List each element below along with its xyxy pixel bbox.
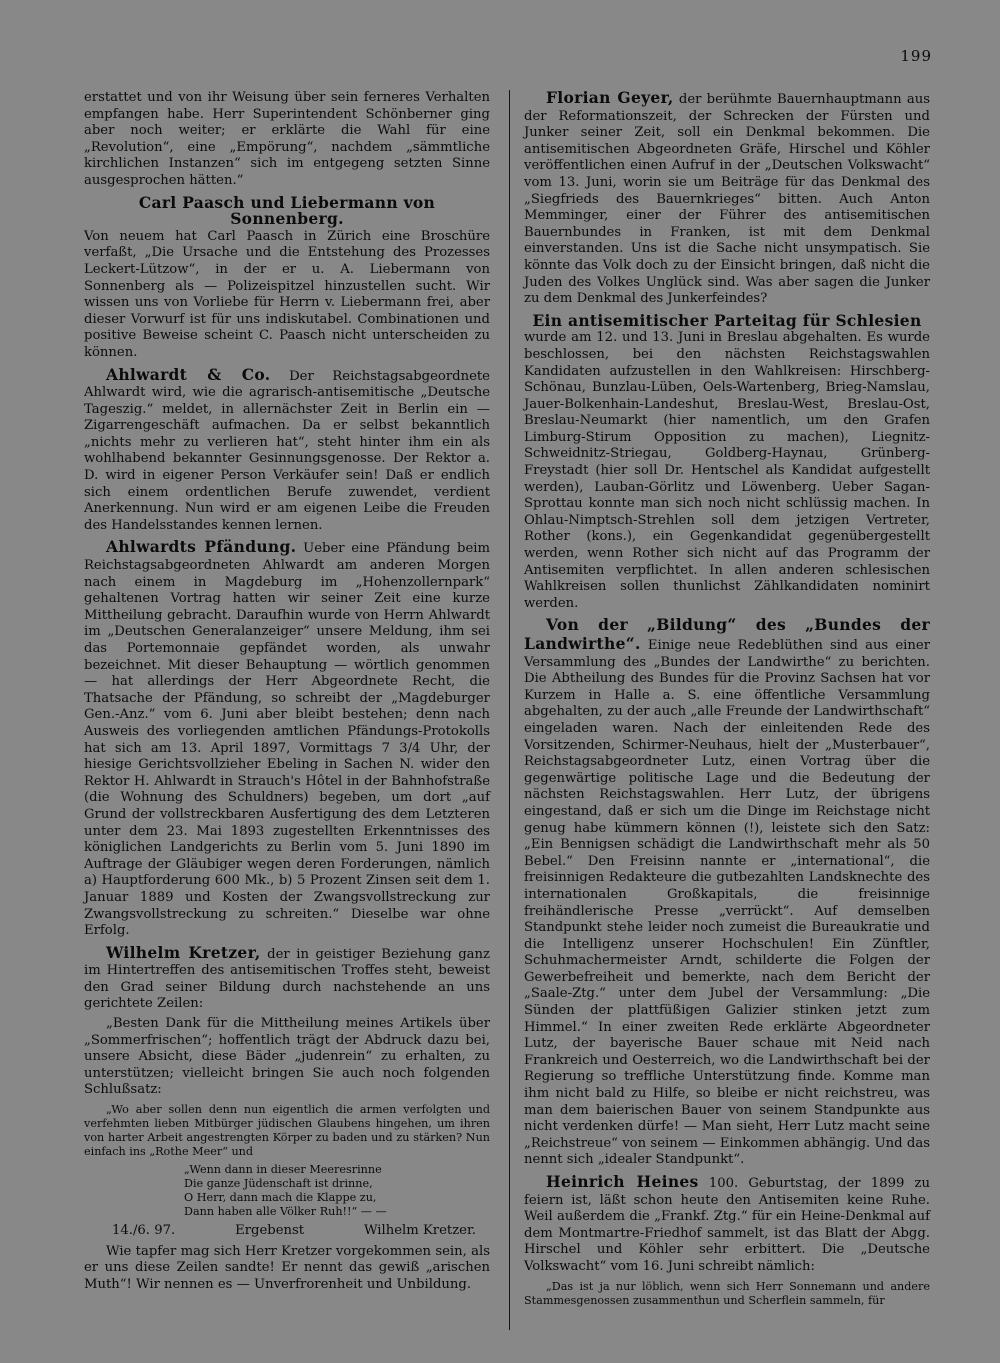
article-paasch [84, 192, 490, 362]
article-bildung [524, 617, 930, 1169]
right-column [524, 90, 930, 1312]
article-body: der berühmte Bauernhauptmann aus der Reformationszeit, der Schrecken der Fürsten und Junker seiner Zeit, soll ein Denkmal bekommen. Die antisemitischen Abgeordneten Gräfe, Hirschel und Köhler veröffentlichen einen Aufruf in der „Deutschen Volkswacht“ vom 13. Juni, worin sie um Beiträge für das Denkmal des „Siegfrieds des Bauernkrieges“ bitten. Auch Anton Memminger, einer der Führer des antisemitischen Bauernbundes in Franken, ist mit dem Denkmal einverstanden. Uns ist die Sache nicht unsympatisch. Sie könnte das Volk doch zu der Einsicht bringen, daß nicht die Juden des Volkes Unglück sind. Was aber sagen die Junker zu dem Denkmal des Junkerfeindes? [524, 92, 930, 307]
article-heading: Ahlwardts Pfändung. [106, 537, 297, 557]
intro-paragraph: erstattet und von ihr Weisung über sein ferneres Verhalten empfangen habe. Herr Superintendent Schönberner ging aber noch weiter; er erklärte die Wahl für eine „Revolution“, eine „Empörung“, nachdem „sämmtliche kirchlichen Instanzen“ sich im entgegeng setzten Sinne ausgesprochen hätten.“ [84, 90, 490, 188]
verse-line: „Wenn dann in dieser Meeresrinne [184, 1163, 382, 1177]
letter-signature [84, 1223, 490, 1240]
article-body: der in geistiger Beziehung ganz im Hintertreffen des antisemitischen Troffes steht, beweist den Grad seiner Bildung durch nachstehende an uns gerichtete Zeilen: [84, 946, 490, 1012]
left-column [84, 90, 490, 1296]
article-body: Von neuem hat Carl Paasch in Zürich eine Broschüre verfaßt, „Die Ursache und die Entstehung des Prozesses Leckert-Lützow“, in der er u. A. Liebermann von Sonnenberg als — Polizeispitzel hinzustellen sucht. Wir wissen uns von Vorliebe für Herrn v. Liebermann frei, aber dieser Vorwurf ist für uns indiskutabel. Combinationen und positive Beweise scheint C. Paasch nicht unterscheiden zu können. [84, 228, 490, 360]
article-heading: Wilhelm Kretzer, [106, 942, 261, 962]
article-heading: Von der „Bildung“ des „Bundes der Landwirthe“. [524, 615, 930, 653]
article-heading: Heinrich Heines [546, 1172, 699, 1191]
article-heading: Ein antisemitischer Parteitag für Schlesien [532, 310, 922, 330]
letter-quote: „Wo aber sollen denn nun eigentlich die armen verfolgten und verfehmten lieben Mitbürger jüdischen Glaubens hingehen, um ihren von harter Arbeit angestrengten Körper zu baden und zu stärken? Nun einfach ins „Rothe Meer“ und [84, 1103, 490, 1159]
page-number: 199 [900, 47, 932, 65]
article-heading: Carl Paasch und Liebermann von Sonnenberg. [138, 192, 436, 229]
article-body: Einige neue Redeblüthen sind aus einer Versammlung des „Bundes der Landwirthe“ zu berichten. Die Abtheilung des Bundes für die Provinz Sachsen hat vor Kurzem in Halle a. S. eine öffentliche Versammlung abgehalten, zu der auch „alle Freunde der Landwirthschaft“ eingeladen waren. Nach der einleitenden Rede des Vorsitzenden, Schirmer-Neuhaus, hielt der „Musterbauer“, Reichstagsabgeordneter Lutz, einen Vortrag über die gegenwärtige politische Lage und die Bedeutung der nächsten Reichstagswahlen. Herr Lutz, der übrigens eingestand, daß er sich um die Dinge im Reichstage nicht genug habe kümmern können (!), leistete sich den Satz: „Ein Bennigsen schädigt die Landwirthschaft mehr als 50 Bebel.“ Den Freisinn nannte er „international“, die freisinnigen Redakteure die gutbezahlten Landsknechte des internationalen Großkapitals, die freisinnige freihändlerische Presse „verrückt“. Auf demselben Standpunkt stehe leider noch zumeist die Bureaukratie und die Intelligenz unserer Hochschulen! Ein Zünftler, Schuhmachermeister Arndt, schilderte die Folgen der Gewerbefreiheit und bemerkte, nach dem Bericht der „Saale-Ztg.“ unter dem Jubel der Versammlung: „Die Sünden der plattfüßigen Galizier stinken jetzt zum Himmel.“ In einer zweiten Rede erklärte Abgeordneter Lutz, der bayerische Bauer schaue mit Neid nach Frankreich und Oesterreich, wo die Landwirthschaft bei der Regierung so treffliche Unterstützung finde. Komme man ihm nicht bald zu Hilfe, so bleibe er nicht reichstreu, was man dem baierischen Bauer von seinem Standpunkte aus nicht verdenken dürfe! — Man sieht, Herr Lutz macht seine „Reichstreue“ von seinem — Einkommen abhängig. Und das nennt sich „idealer Standpunkt“. [524, 638, 930, 1168]
article-ahlwardt [84, 364, 490, 535]
signature-date: 14./6. 97. [112, 1223, 176, 1239]
verse-line: O Herr, dann mach die Klappe zu, [184, 1191, 377, 1205]
article-heine [524, 1174, 930, 1308]
closing-paragraph: Wie tapfer mag sich Herr Kretzer vorgekommen sein, als er uns diese Zeilen sandte! Er nennt das gewiß „arischen Muth“! Wir nennen es — Unverfrorenheit und Unbildung. [84, 1243, 490, 1292]
signature-closing: Ergebenst [235, 1223, 305, 1239]
article-geyer [524, 90, 930, 308]
verse-line: Die ganze Jüdenschaft ist drinne, [184, 1177, 373, 1191]
verse-block [184, 1163, 490, 1219]
heine-quote: „Das ist ja nur löblich, wenn sich Herr Sonnemann und andere Stammesgenossen zusammenthun und Scherflein sammeln, für [524, 1279, 930, 1307]
article-heading: Ahlwardt & Co. [106, 364, 271, 384]
article-pfaendung [84, 539, 490, 939]
verse-line: Dann haben alle Völker Ruh!!“ — — [184, 1205, 387, 1219]
article-kretzer [84, 942, 490, 1294]
column-divider [509, 90, 510, 1330]
article-body: Ueber eine Pfändung beim Reichstagsabgeordneten Ahlwardt am anderen Morgen nach einem in Magdeburg im „Hohenzollernpark“ gehaltenen Vortrag hatten wir seiner Zeit eine kurze Mittheilung gebracht. Daraufhin wurde von Herrn Ahlwardt im „Deutschen Generalanzeiger“ unsere Meldung, ihm sei das Portemonnaie gepfändet worden, als unwahr bezeichnet. Mit dieser Behauptung — wörtlich genommen — hat allerdings der Herr Abgeordnete Recht, die Thatsache der Pfändung, so schreibt der „Magdeburger Gen.-Anz.“ vom 6. Juni aber bleibt bestehen; denn nach Ausweis des vorliegenden amtlichen Pfändungs-Protokolls hat sich am 13. April 1897, Vormittags 7 3/4 Uhr, der hiesige Gerichtsvollzieher Ebeling in Sachen N. wider den Rektor H. Ahlwardt in Strauch's Hôtel in der Bahnhofstraße (die Wohnung des Schuldners) begeben, um dort „auf Grund der vollstreckbaren Ausfertigung des dem Letzteren unter dem 23. Mai 1893 zugestellten Erkenntnisses des königlichen Landgerichts zu Berlin vom 5. Juni 1890 im Auftrage der Gläubiger wegen deren Forderungen, nämlich a) Hauptforderung 600 Mk., b) 5 Prozent Zinsen seit dem 1. Januar 1889 und Kosten der Zwangsvollstreckung zur Zwangsvollstreckung zu schreiten.“ Dieselbe war ohne Erfolg. [84, 541, 490, 939]
article-parteitag [524, 310, 930, 613]
article-body: Der Reichstagsabgeordnete Ahlwardt wird, wie die agrarisch-antisemitische „Deutsche Tageszig.“ meldet, in allernächster Zeit in Berlin ein — Zigarrengeschäft aufmachen. Da er selbst bekanntlich „nichts mehr zu verlieren hat“, steht hinter ihm ein als wohlhabend bekannter Gesinnungsgenosse. Der Rektor a. D. wird in eigener Person Verkäufer sein! Daß er endlich sich einem ordentlichen Berufe zuwendet, verdient Anerkennung. Nun wird er am eigenen Leibe die Freuden des Handelsstandes kennen lernen. [84, 368, 490, 533]
article-body: wurde am 12. und 13. Juni in Breslau abgehalten. Es wurde beschlossen, bei den nächsten Reichstagswahlen Kandidaten aufzustellen in den Wahlkreisen: Hirschberg-Schönau, Bunzlau-Lüben, Oels-Wartenberg, Brieg-Namslau, Jauer-Bolkenhain-Landeshut, Breslau-West, Breslau-Ost, Breslau-Neumarkt (hier namentlich, um den Grafen Limburg-Stirum Opposition zu machen), Liegnitz-Schweidnitz-Striegau, Goldberg-Haynau, Grünberg-Freystadt (hier soll Dr. Hentschel als Kandidat aufgestellt werden), Lauban-Görlitz und Löwenberg. Ueber Sagan-Sprottau konnte man sich noch nicht schlüssig machen. In Ohlau-Nimptsch-Strehlen soll dem jetzigen Vertreter, Rother (kons.), ein Gegenkandidat gegenübergestellt werden, wenn Rother sich nicht auf das Programm der Antisemiten verpflichtet. In allen anderen schlesischen Wahlkreisen sollen thunlichst Zählkandidaten nominirt werden. [524, 330, 930, 611]
article-heading: Florian Geyer, [546, 88, 674, 107]
letter-paragraph: „Besten Dank für die Mittheilung meines Artikels über „Sommerfrischen“; hoffentlich trägt der Abdruck dazu bei, unsere Absicht, diese Bäder „judenrein“ zu erhalten, zu unterstützen; vielleicht bringen Sie auch noch folgenden Schlußsatz: [84, 1016, 490, 1098]
article-body: 100. Geburtstag, der 1899 zu feiern ist, läßt schon heute den Antisemiten keine Ruhe. Weil außerdem die „Frankf. Ztg.“ für ein Heine-Denkmal auf dem Montmartre-Friedhof sammelt, ist das Blatt der Abgg. Hirschel und Köhler sehr erbittert. Die „Deutsche Volkswacht“ vom 16. Juni schreibt nämlich: [524, 1176, 930, 1274]
signature-name: Wilhelm Kretzer. [363, 1223, 476, 1239]
